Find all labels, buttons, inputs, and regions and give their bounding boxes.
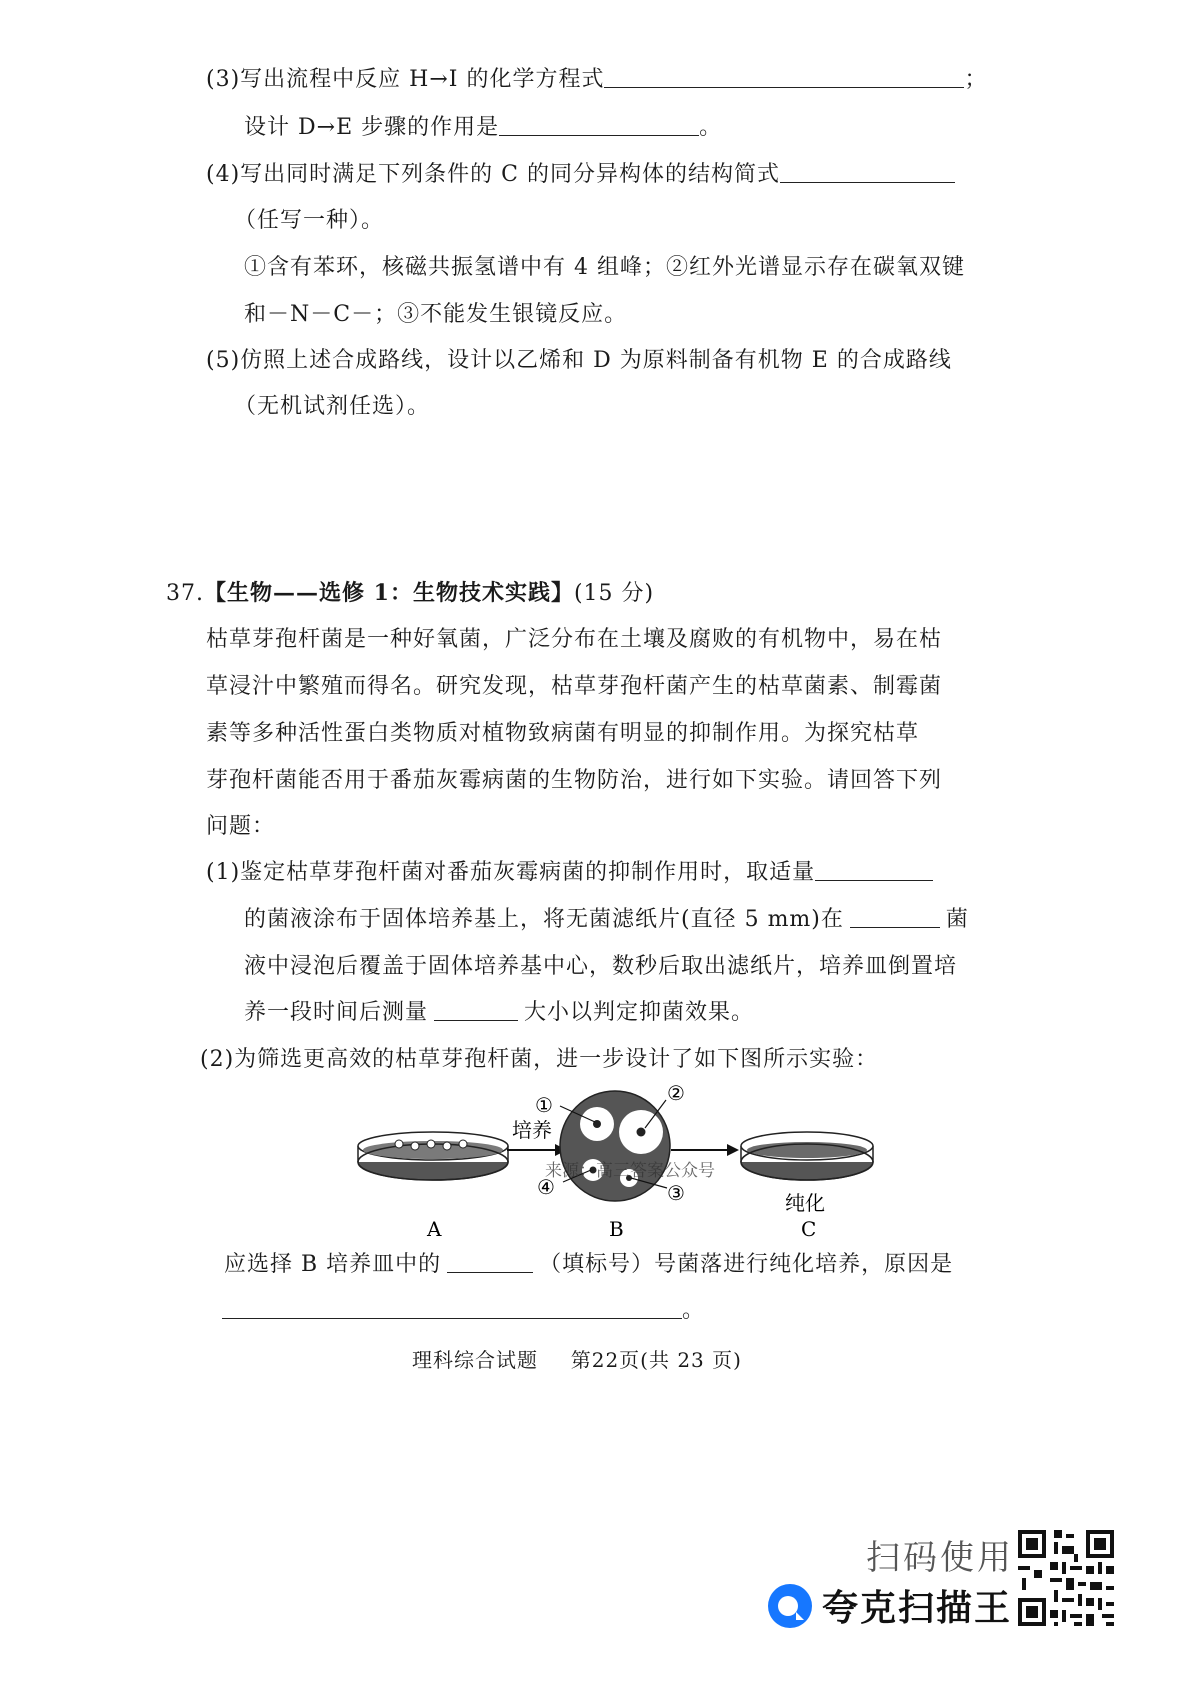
q37-intro-1: 枯草芽孢杆菌是一种好氧菌，广泛分布在土壤及腐败的有机物中，易在枯: [206, 627, 943, 652]
scan-caption: 扫码使用: [866, 1538, 1014, 1578]
colony-2: [637, 1128, 646, 1137]
answer-blank: [434, 998, 518, 1021]
answer-blank: [222, 1296, 682, 1319]
q36-5-line2: （无机试剂任选）。: [234, 394, 431, 419]
page-footer: [412, 1344, 742, 1373]
q37-1-line2: 的菌液涂布于固体培养基上，将无菌滤纸片(直径 5 mm)在 菌: [244, 907, 969, 932]
q36-4-line4: 和－N－C－；③不能发生银镜反应。: [244, 302, 628, 327]
q36-3-line2: 设计 D→E 步骤的作用是 。: [244, 115, 723, 140]
answer-blank: [447, 1250, 533, 1273]
colony-label-4: ④: [537, 1175, 555, 1199]
q37-1-line3: 液中浸泡后覆盖于固体培养基中心，数秒后取出滤纸片，培养皿倒置培: [244, 954, 958, 979]
q37-intro-3: 素等多种活性蛋白类物质对植物致病菌有明显的抑制作用。为探究枯草: [206, 721, 920, 746]
colony-label-2: ②: [667, 1081, 685, 1105]
experiment-figure: [355, 1070, 875, 1245]
q37-intro-4: 芽孢杆菌能否用于番茄灰霉病菌的生物防治，进行如下实验。请回答下列: [206, 768, 943, 793]
q36-4-line2: （任写一种）。: [234, 208, 385, 233]
watermark: 来源：高三答案公众号: [545, 1161, 715, 1181]
dish-label-b: B: [609, 1217, 624, 1241]
q36-4-line1: (4)写出同时满足下列条件的 C 的同分异构体的结构简式: [206, 160, 955, 190]
answer-blank: [815, 858, 933, 881]
qr-code[interactable]: [1014, 1526, 1118, 1630]
petri-dish-a: [358, 1132, 508, 1180]
footer-page-number: 第22页(共 23 页): [570, 1348, 742, 1372]
q37-1-line4: 养一段时间后测量 大小以判定抑菌效果。: [244, 1000, 755, 1025]
q37-2-line2: 应选择 B 培养皿中的 （填标号）号菌落进行纯化培养，原因是: [224, 1252, 954, 1277]
petri-dish-c: [741, 1132, 873, 1180]
q36-3-text: (3)写出流程中反应 H→I 的化学方程式: [206, 67, 605, 92]
q37-heading: 37.【生物——选修 1：生物技术实践】(15 分): [166, 580, 655, 606]
colony-dot: [443, 1142, 451, 1150]
colony-dot: [395, 1140, 403, 1148]
answer-blank: [604, 65, 964, 88]
q37-intro-2: 草浸汁中繁殖而得名。研究发现，枯草芽孢杆菌产生的枯草菌素、制霉菌: [206, 674, 943, 699]
q37-1-line1: (1)鉴定枯草芽孢杆菌对番茄灰霉病菌的抑制作用时，取适量: [206, 858, 933, 888]
colony-label-1: ①: [535, 1093, 553, 1117]
dish-label-c: C: [801, 1217, 817, 1241]
petri-dish-b: [535, 1081, 715, 1205]
answer-blank: [499, 113, 699, 136]
colony-label-3: ③: [667, 1181, 685, 1205]
q37-2-line3: 。: [222, 1296, 705, 1326]
q36-5-line1: (5)仿照上述合成路线，设计以乙烯和 D 为原料制备有机物 E 的合成路线: [206, 348, 952, 373]
arrow-label-purify: 纯化: [785, 1191, 825, 1215]
arrow-label-culture: 培养: [512, 1118, 552, 1142]
answer-blank: [780, 160, 955, 183]
dish-label-a: A: [427, 1217, 442, 1241]
colony-dot: [459, 1140, 467, 1148]
answer-blank: [850, 905, 940, 928]
colony-dot: [427, 1140, 435, 1148]
q36-4-line3: ①含有苯环，核磁共振氢谱中有 4 组峰；②红外光谱显示存在碳氧双键: [244, 255, 965, 280]
q37-title: 【生物——选修 1：生物技术实践】: [204, 580, 574, 606]
q37-intro-5: 问题：: [206, 814, 276, 839]
colony-dot: [411, 1142, 419, 1150]
q37-score: (15 分): [573, 581, 655, 606]
q37-2-line1: (2)为筛选更高效的枯草芽孢杆菌，进一步设计了如下图所示实验：: [200, 1047, 879, 1072]
scanner-brand: [766, 1580, 1012, 1631]
footer-subject: 理科综合试题: [412, 1348, 538, 1372]
scanner-brand-name: 夸克扫描王: [822, 1588, 1013, 1629]
arrow-culture: [507, 1118, 567, 1156]
q36-3-line1: (3)写出流程中反应 H→I 的化学方程式 ；: [206, 67, 988, 92]
quark-logo-icon: [766, 1582, 814, 1630]
